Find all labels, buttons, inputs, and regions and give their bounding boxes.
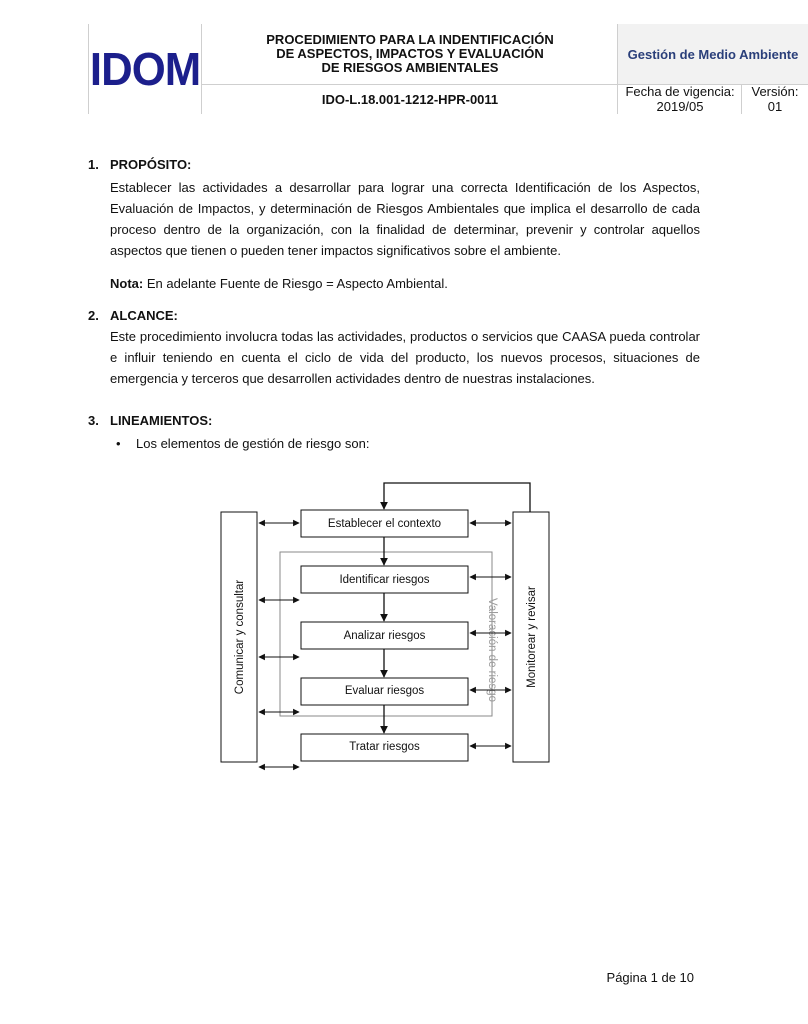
document-title: PROCEDIMIENTO PARA LA INDENTIFICACIÓN DE ASPECTOS, IMPACTOS Y EVALUACIÓN DE RIESGOS AMBIENTALES: [201, 24, 618, 85]
monitor-label: Monitorear y revisar: [526, 586, 538, 688]
version-value: 01: [767, 99, 783, 114]
box-context-label: Establecer el contexto: [327, 518, 442, 530]
bullet-dot-icon: •: [116, 436, 121, 451]
note-label: Nota:: [110, 276, 144, 291]
risk-assessment-label: Valoración de riesgo: [486, 598, 498, 702]
section-heading-proposito: 1. PROPÓSITO:: [88, 157, 192, 172]
department-label: Gestión de Medio Ambiente: [617, 24, 808, 85]
box-treat-label: Tratar riesgos: [349, 741, 420, 753]
section-heading-alcance: 2. ALCANCE:: [88, 308, 178, 323]
document-code: IDO-L.18.001-1212-HPR-0011: [201, 84, 618, 114]
section-text-proposito: Establecer las actividades a desarrollar para lograr una correcta Identificación de los Aspectos, Evaluación de Impactos, y determinación de Riesgos Ambientales que implica el desarrollo de cada proceso dentro de la organización, con la finalidad de determinar, prevenir y controlar aquellos aspectos que tienen o pueden tener impactos significativos sobre el ambiente.: [110, 180, 700, 258]
box-evaluate-label: Evaluar riesgos: [344, 685, 425, 697]
idom-logo: IDOM: [89, 43, 201, 95]
page-number: Página 1 de 10: [606, 970, 694, 985]
note-text: En adelante Fuente de Riesgo = Aspecto Ambiental.: [143, 276, 448, 291]
date-label: Fecha de vigencia:: [625, 84, 735, 99]
left-exchange-arrows: [259, 523, 299, 767]
date-value: 2019/05: [656, 99, 704, 114]
box-identify-label: Identificar riesgos: [339, 574, 430, 586]
communicate-label: Comunicar y consultar: [234, 579, 246, 695]
box-analyze-label: Analizar riesgos: [343, 630, 426, 642]
section-heading-lineamientos: 3. LINEAMIENTOS:: [88, 413, 213, 428]
section-text-alcance: Este procedimiento involucra todas las actividades, productos o servicios que CAASA pueda controlar e influir teniendo en cuenta el ciclo de vida del producto, los nuevos procesos, situaciones de emergencia y terceros que desarrollen actividades dentro de nuestras instalaciones.: [110, 329, 700, 386]
bullet-item: • Los elementos de gestión de riesgo son:: [116, 436, 370, 451]
version-label: Versión:: [751, 84, 799, 99]
